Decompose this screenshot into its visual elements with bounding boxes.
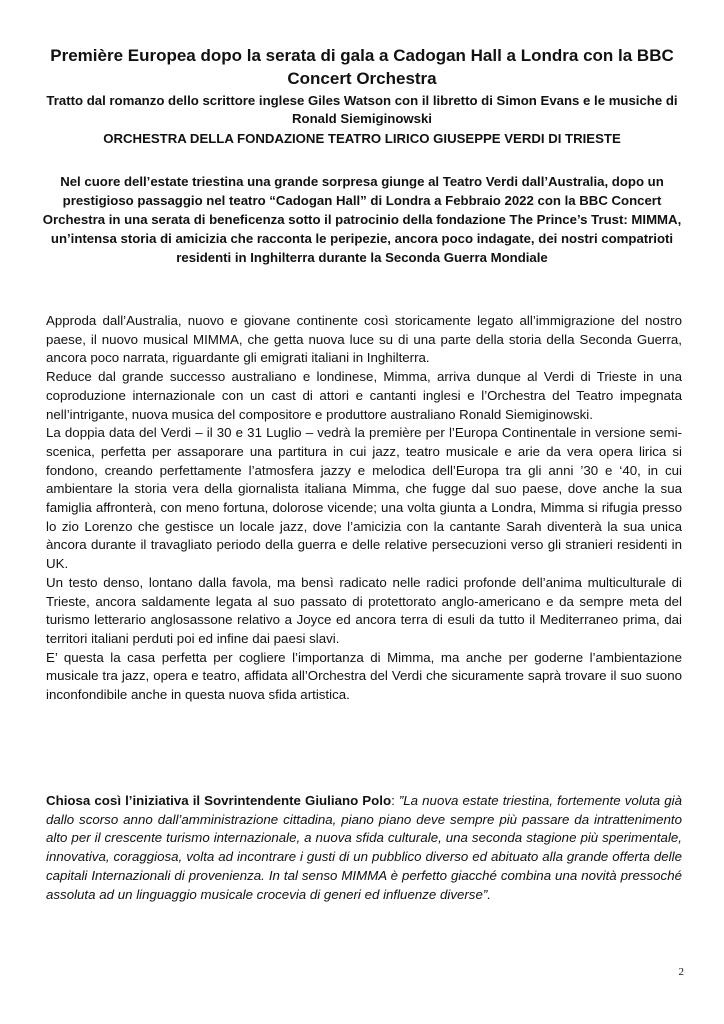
subtitle: Tratto dal romanzo dello scrittore inglese Giles Watson con il libretto di Simon Evans e le musiche di Ronald Siemiginowski bbox=[46, 93, 678, 126]
body-paragraph: Approda dall’Australia, nuovo e giovane continente così storicamente legato all’immigrazione del nostro paese, il nuovo musical MIMMA, che getta nuova luce su di una parte della storia della Seconda Guerra, ancora poco narrata, riguardante gli emigrati italiani in Inghilterra. bbox=[46, 313, 682, 366]
body-paragraph: E’ questa la casa perfetta per cogliere l’importanza di Mimma, ma anche per goderne l’ambientazione musicale tra jazz, opera e teatro, affidata all’Orchestra del Verdi che sicuramente saprà trovare il suo suono inconfondibile anche in questa nuova sfida artistica. bbox=[46, 649, 682, 703]
quote-paragraph bbox=[46, 792, 682, 904]
body-paragraph: La doppia data del Verdi – il 30 e 31 Luglio – vedrà la première per l’Europa Continentale in versione semi-scenica, perfetta per assaporare una partitura in cui jazz, teatro musicale e arie da vera opera lirica si fondono, creando perfettamente l’atmosfera jazzy e melodica dell’Europa tra gli anni ’30 e ‘40, in cui ambientare la storia vera della giornalista italiana Mimma, che fugge dal suo paese, dove anche la sua famiglia affronterà, con meno fortuna, dolorose vicende; una volta giunta a Londra, Mimma si rifugia presso lo zio Lorenzo che gestisce un locale jazz, dove l’amicizia con la cantante Sarah diventerà la sua unica àncora durante il travagliato periodo della guerra e delle relative persecuzioni verso gli stranieri residenti in UK. bbox=[46, 425, 682, 572]
lead-paragraph: Nel cuore dell’estate triestina una grande sorpresa giunge al Teatro Verdi dall’Australia, dopo un prestigioso passaggio nel teatro “Cadogan Hall” di Londra a Febbraio 2022 con la BBC Concert Orchestra in una serata di beneficenza sotto il patrocinio della fondazione The Prince’s Trust: MIMMA, un’intensa storia di amicizia che racconta le peripezie, ancora poco indagate, dei nostri compatrioti residenti in Inghilterra durante la Seconda Guerra Mondiale bbox=[42, 174, 682, 265]
quote-intro: Chiosa così l’iniziativa il Sovrintendente Giuliano Polo bbox=[46, 793, 392, 808]
body-paragraph: Reduce dal grande successo australiano e londinese, Mimma, arriva dunque al Verdi di Trieste in una coproduzione internazionale con un cast di attori e cantanti inglesi e l’Orchestra del Teatro impegnata nell’intrigante, nuova musica del compositore e produttore australiano Ronald Siemiginowski. bbox=[46, 369, 682, 422]
body-paragraph: Un testo denso, lontano dalla favola, ma bensì radicato nelle radici profonde dell’anima multiculturale di Trieste, ancora saldamente legata al suo passato di protettorato anglo-americano e da sempre meta del turismo letterario anglosassone relativo a Joyce ed ancora terra di esuli da tutto il Mediterraneo prima, dai territori italiani perduti poi ed infine dai paesi slavi. bbox=[46, 574, 682, 646]
page-title: Première Europea dopo la serata di gala a Cadogan Hall a Londra con la BBC Concert Orchestra bbox=[50, 46, 674, 88]
body-text bbox=[46, 312, 682, 705]
quote-text: ”La nuova estate triestina, fortemente voluta già dallo scorso anno dall’amministrazione cittadina, piano piano deve sempre più passare da intrattenimento alto per il crescente turismo internazionale, a nuova sfida culturale, una seconda stagione più sperimentale, innovativa, coraggiosa, volta ad incontrare i gusti di un pubblico diverso ed abituato alla grande offerta delle capitali Internazionali di provenienza. In tal senso MIMMA è perfetto giacché combina una novità pressoché assoluta ad un linguaggio musicale crocevia di generi ed influenze diverse”. bbox=[46, 793, 682, 902]
page-number: 2 bbox=[678, 966, 684, 978]
orchestra-heading: ORCHESTRA DELLA FONDAZIONE TEATRO LIRICO GIUSEPPE VERDI DI TRIESTE bbox=[103, 131, 621, 146]
quote-colon: : bbox=[391, 793, 399, 808]
